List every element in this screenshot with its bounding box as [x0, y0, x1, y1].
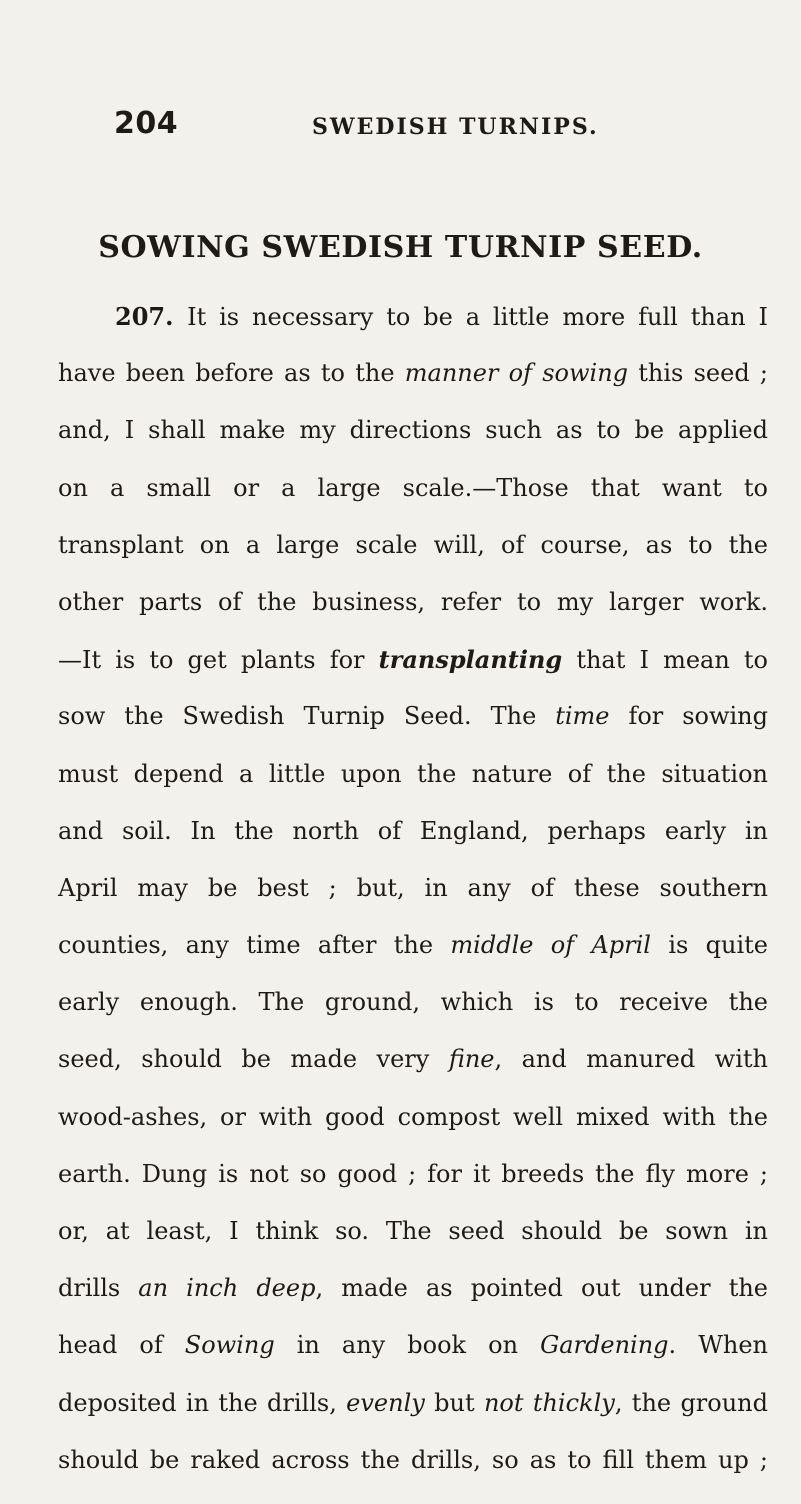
emphasis-text: transplanting — [378, 645, 563, 675]
text-run: —It is to get plants for — [58, 646, 379, 675]
text-run: have been before as to the — [58, 359, 405, 388]
text-run: wood-ashes, or with good compost well mixed with the — [58, 1102, 768, 1131]
text-run: drills — [58, 1274, 139, 1303]
text-line — [58, 974, 768, 1031]
text-line — [58, 688, 768, 745]
text-run: that I mean to — [562, 646, 769, 675]
text-run: transplant on a large scale will, of course, as to the — [58, 530, 768, 559]
text-line — [58, 460, 768, 517]
text-run: or, at least, I think so. The seed should be sown in — [58, 1217, 768, 1245]
running-head — [102, 106, 761, 146]
paragraph-207 — [58, 288, 768, 1489]
text-run: and soil. In the north of England, perhaps early in — [58, 816, 768, 845]
page-number: 204 — [114, 106, 179, 141]
text-line — [58, 1203, 768, 1260]
text-line — [58, 345, 768, 402]
text-run: sow the Swedish Turnip Seed. The — [58, 702, 556, 731]
text-line — [58, 1375, 768, 1432]
text-run: , the ground — [614, 1388, 769, 1417]
text-run: , made as pointed out under the — [315, 1274, 769, 1303]
running-title: SWEDISH TURNIPS. — [312, 114, 599, 140]
text-run: earth. Dung is not so good ; for it breeds the fly more ; — [58, 1159, 768, 1188]
text-line — [58, 402, 768, 459]
text-line — [58, 1146, 768, 1203]
text-run: deposited in the drills, — [58, 1388, 347, 1417]
emphasis-text: not thickly — [483, 1388, 615, 1417]
emphasis-text: an inch deep — [138, 1274, 316, 1303]
text-run: but — [424, 1388, 484, 1417]
emphasis-text: manner of sowing — [404, 359, 629, 388]
text-run: seed, should be made very — [58, 1045, 449, 1074]
text-line — [58, 917, 768, 974]
text-run: for sowing — [609, 702, 768, 731]
text-run: other parts of the business, refer to my larger work. — [58, 587, 768, 616]
text-line — [58, 803, 768, 860]
text-run: on a small or a large scale.—Those that want to — [58, 473, 768, 502]
emphasis-text: evenly — [346, 1388, 425, 1417]
text-line — [58, 1432, 768, 1489]
text-run: , and manured with — [494, 1045, 769, 1074]
emphasis-text: time — [555, 702, 610, 731]
text-run: should be raked across the drills, so as to fill them up ; — [58, 1445, 768, 1474]
text-line — [58, 574, 768, 631]
text-run: counties, any time after the — [58, 931, 451, 960]
emphasis-text: fine — [448, 1045, 495, 1074]
text-line — [58, 517, 768, 574]
emphasis-text: Gardening — [540, 1331, 669, 1360]
text-line — [58, 860, 768, 917]
section-title: SOWING SWEDISH TURNIP SEED. — [98, 230, 703, 265]
text-line — [58, 1031, 768, 1088]
text-run: April may be best ; but, in any of these southern — [58, 873, 768, 902]
text-run: . When — [668, 1331, 769, 1360]
text-run: early enough. The ground, which is to receive the — [58, 988, 768, 1017]
text-run: in any book on — [274, 1331, 541, 1360]
text-line — [58, 1260, 768, 1317]
text-run: and, I shall make my directions such as to be applied — [58, 416, 768, 445]
text-run: is quite — [650, 931, 769, 960]
emphasis-text: middle of April — [450, 931, 651, 960]
text-run: It is necessary to be a little more full than I — [187, 303, 768, 331]
paragraph-number: 207. — [115, 302, 188, 331]
emphasis-text: Sowing — [184, 1331, 275, 1360]
text-line — [58, 1089, 768, 1146]
text-run: head of — [58, 1331, 185, 1360]
text-line — [58, 631, 768, 688]
text-line — [58, 746, 768, 803]
text-line — [58, 1317, 768, 1374]
text-line — [58, 288, 768, 345]
text-run: this seed ; — [628, 359, 768, 388]
text-run: must depend a little upon the nature of the situation — [58, 759, 768, 788]
